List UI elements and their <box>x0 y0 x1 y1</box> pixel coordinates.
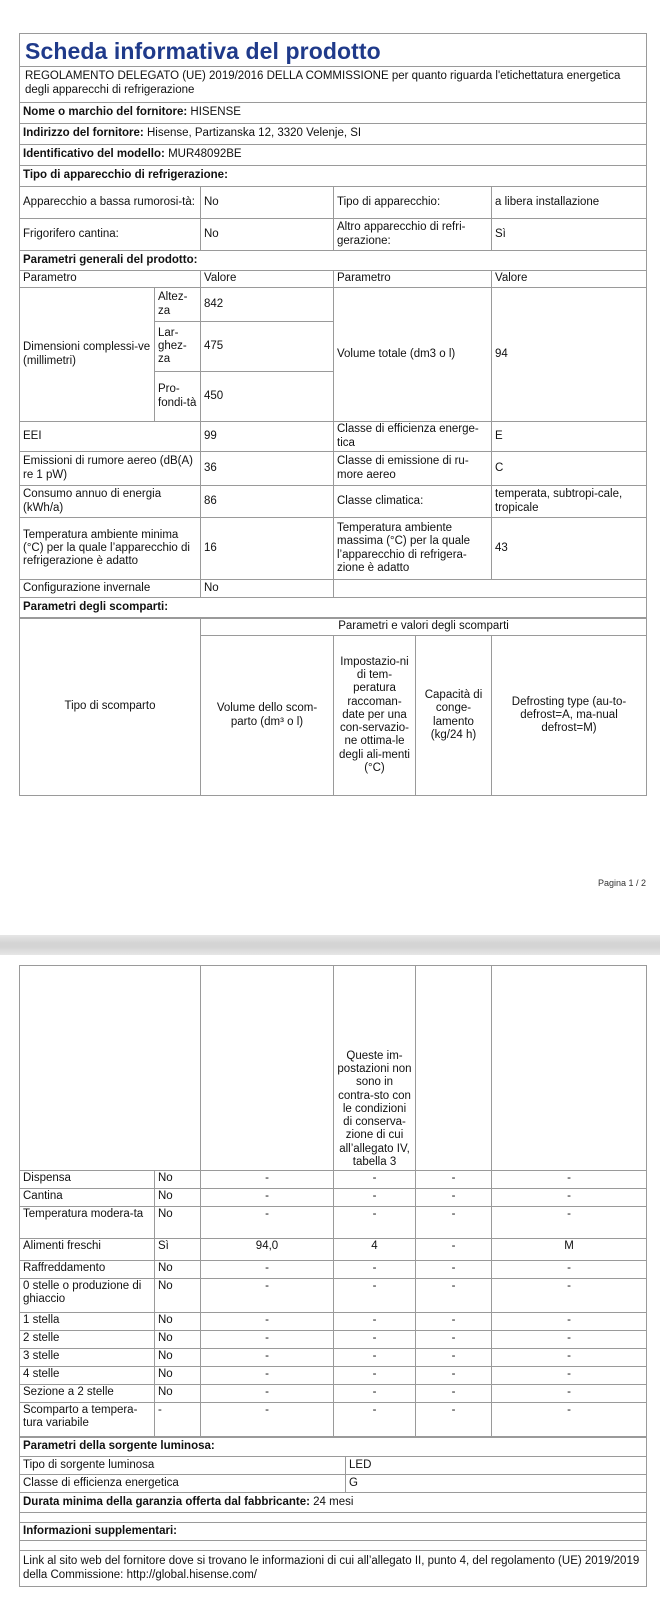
compartment-row <box>20 1349 647 1367</box>
compartment-volume: - <box>201 1385 334 1403</box>
compartment-temp: - <box>334 1385 416 1403</box>
compartment-freeze: - <box>416 1261 492 1279</box>
compartment-volume: - <box>201 1189 334 1207</box>
light-type-label: Tipo di sorgente luminosa <box>20 1457 346 1475</box>
supplier-address-row <box>20 124 647 145</box>
compartment-name: 1 stella <box>20 1313 155 1331</box>
noise-class-label: Classe di emissione di ru-more aereo <box>334 452 492 486</box>
height-value: 842 <box>201 288 334 322</box>
supplier-link[interactable]: http://global.hisense.com/ <box>126 1568 257 1581</box>
width-value: 475 <box>201 322 334 372</box>
compartment-defrost: - <box>492 1261 647 1279</box>
compartment-present: No <box>155 1331 201 1349</box>
compartment-name: Raffreddamento <box>20 1261 155 1279</box>
compartment-freeze: - <box>416 1331 492 1349</box>
depth-label: Pro-fondi-tà <box>155 372 201 422</box>
max-temp-label: Temperatura ambiente massima (°C) per la quale l’apparecchio di refrigera-zione è adatto <box>334 518 492 580</box>
freeze-col: Capacità di conge-lamento (kg/24 h) <box>416 636 492 796</box>
warranty-row <box>20 1493 647 1513</box>
temp-note-row <box>20 966 647 1171</box>
col-param: Parametro <box>20 271 201 288</box>
page-number: Pagina 1 / 2 <box>597 878 646 888</box>
noise-label: Emissioni di rumore aereo (dB(A) re 1 pW) <box>20 452 201 486</box>
compartment-row <box>20 1207 647 1239</box>
compartment-defrost: - <box>492 1349 647 1367</box>
depth-value: 450 <box>201 372 334 422</box>
compartment-volume: - <box>201 1313 334 1331</box>
compartments-table <box>19 965 646 1587</box>
compartment-freeze: - <box>416 1367 492 1385</box>
compartment-volume: - <box>201 1279 334 1313</box>
compartment-freeze: - <box>416 1171 492 1189</box>
compartment-freeze: - <box>416 1207 492 1239</box>
appliance-row <box>20 219 647 251</box>
compartment-volume: 94,0 <box>201 1239 334 1261</box>
compartment-temp: - <box>334 1313 416 1331</box>
warranty-value: 24 mesi <box>313 1495 354 1508</box>
other-appliance-value: Sì <box>492 219 647 251</box>
supplier-address-value: Hisense, Partizanska 12, 3320 Velenje, SI <box>146 127 362 140</box>
dimensions-label: Dimensioni complessi-ve (millimetri) <box>20 288 155 422</box>
compartment-row <box>20 1189 647 1207</box>
compartment-defrost: - <box>492 1313 647 1331</box>
low-noise-value: No <box>201 187 334 219</box>
volume-label: Volume totale (dm3 o l) <box>334 288 492 422</box>
light-row <box>20 1475 647 1493</box>
compartment-name: 4 stelle <box>20 1367 155 1385</box>
compartment-present: No <box>155 1171 201 1189</box>
compartment-defrost: - <box>492 1207 647 1239</box>
model-id-value: MUR48092BE <box>168 148 242 161</box>
compartment-name: Alimenti freschi <box>20 1239 155 1261</box>
supplier-name-label: Nome o marchio del fornitore: <box>23 106 188 119</box>
compartment-temp: 4 <box>334 1239 416 1261</box>
compartment-present: No <box>155 1261 201 1279</box>
compartment-defrost: M <box>492 1239 647 1261</box>
note-empty-2 <box>201 966 334 1171</box>
min-temp-value: 16 <box>201 518 334 580</box>
compartment-freeze: - <box>416 1403 492 1437</box>
compartments-group-header: Parametri e valori degli scomparti <box>201 619 647 636</box>
col-param-2: Parametro <box>334 271 492 288</box>
compartment-temp: - <box>334 1171 416 1189</box>
light-row <box>20 1457 647 1475</box>
compartment-row <box>20 1279 647 1313</box>
product-sheet-table <box>19 33 646 796</box>
winter-row <box>20 580 647 598</box>
compartment-row <box>20 1239 647 1261</box>
spacer-row-2 <box>20 1541 647 1551</box>
compartment-defrost: - <box>492 1279 647 1313</box>
temp-note: Queste im-postazioni non sono in contra-sto con le condizioni di conserva-zione di cui all’allegato IV, tabella 3 <box>334 966 416 1171</box>
spacer-row <box>20 1513 647 1523</box>
note-empty-3 <box>416 966 492 1171</box>
compartment-present: Sì <box>155 1239 201 1261</box>
compartment-temp: - <box>334 1403 416 1437</box>
winter-value: No <box>201 580 334 598</box>
compartment-temp: - <box>334 1367 416 1385</box>
extra-header: Informazioni supplementari: <box>20 1523 647 1541</box>
compartment-present: No <box>155 1367 201 1385</box>
compartment-volume: - <box>201 1261 334 1279</box>
energy-class-label: Classe di efficienza energe-tica <box>334 422 492 452</box>
compartment-present: No <box>155 1313 201 1331</box>
note-empty-1 <box>20 966 201 1171</box>
compartment-volume: - <box>201 1331 334 1349</box>
compartment-name: Cantina <box>20 1189 155 1207</box>
compartment-volume: - <box>201 1367 334 1385</box>
compartment-volume: - <box>201 1349 334 1367</box>
consumption-value: 86 <box>201 486 334 518</box>
compartment-row <box>20 1313 647 1331</box>
compartment-present: No <box>155 1349 201 1367</box>
height-label: Altez-za <box>155 288 201 322</box>
light-type-value: LED <box>346 1457 647 1475</box>
col-value-2: Valore <box>492 271 647 288</box>
winter-empty <box>334 580 647 598</box>
compartment-present: - <box>155 1403 201 1437</box>
width-label: Lar-ghez-za <box>155 322 201 372</box>
compartment-freeze: - <box>416 1385 492 1403</box>
compartment-volume: - <box>201 1171 334 1189</box>
compartment-present: No <box>155 1279 201 1313</box>
page-separator <box>0 935 660 955</box>
max-temp-value: 43 <box>492 518 647 580</box>
low-noise-label: Apparecchio a bassa rumorosi-tà: <box>20 187 201 219</box>
compartment-temp: - <box>334 1261 416 1279</box>
wine-cellar-label: Frigorifero cantina: <box>20 219 201 251</box>
compartment-freeze: - <box>416 1189 492 1207</box>
general-row <box>20 422 647 452</box>
energy-class-value: E <box>492 422 647 452</box>
note-empty-4 <box>492 966 647 1171</box>
model-id-row <box>20 145 647 166</box>
compartment-temp: - <box>334 1349 416 1367</box>
noise-class-value: C <box>492 452 647 486</box>
min-temp-label: Temperatura ambiente minima (°C) per la quale l’apparecchio di refrigerazione è adatto <box>20 518 201 580</box>
compartment-rows <box>20 1171 647 1437</box>
appliance-kind-label: Tipo di apparecchio: <box>334 187 492 219</box>
compartment-name: Dispensa <box>20 1171 155 1189</box>
compartment-present: No <box>155 1207 201 1239</box>
compartment-name: Sezione a 2 stelle <box>20 1385 155 1403</box>
compartment-name: 3 stelle <box>20 1349 155 1367</box>
compartments-header: Parametri degli scomparti: <box>20 598 647 618</box>
volume-col: Volume dello scom-parto (dm³ o l) <box>201 636 334 796</box>
compartment-freeze: - <box>416 1313 492 1331</box>
noise-value: 36 <box>201 452 334 486</box>
compartment-row <box>20 1403 647 1437</box>
eei-value: 99 <box>201 422 334 452</box>
general-row <box>20 486 647 518</box>
compartment-row <box>20 1331 647 1349</box>
defrost-col: Defrosting type (au-to-defrost=A, ma-nual defrost=M) <box>492 636 647 796</box>
compartment-name: 0 stelle o produzione di ghiaccio <box>20 1279 155 1313</box>
volume-value: 94 <box>492 288 647 422</box>
compartment-name: Scomparto a tempera-tura variabile <box>20 1403 155 1437</box>
light-class-label: Classe di efficienza energetica <box>20 1475 346 1493</box>
compartment-row <box>20 1261 647 1279</box>
warranty-label: Durata minima della garanzia offerta dal fabbricante: <box>23 1495 310 1508</box>
light-class-value: G <box>346 1475 647 1493</box>
model-id-label: Identificativo del modello: <box>23 148 165 161</box>
appliance-row <box>20 187 647 219</box>
compartment-defrost: - <box>492 1403 647 1437</box>
general-params-header: Parametri generali del prodotto: <box>20 251 647 271</box>
supplier-name-value: HISENSE <box>190 106 241 119</box>
compartment-row <box>20 1171 647 1189</box>
eei-label: EEI <box>20 422 201 452</box>
col-value: Valore <box>201 271 334 288</box>
compartment-temp: - <box>334 1279 416 1313</box>
compartment-temp: - <box>334 1207 416 1239</box>
general-row <box>20 518 647 580</box>
compartment-temp: - <box>334 1331 416 1349</box>
compartment-freeze: - <box>416 1349 492 1367</box>
compartment-defrost: - <box>492 1189 647 1207</box>
winter-label: Configurazione invernale <box>20 580 201 598</box>
compartment-defrost: - <box>492 1367 647 1385</box>
compartment-name: 2 stelle <box>20 1331 155 1349</box>
compartment-freeze: - <box>416 1279 492 1313</box>
wine-cellar-value: No <box>201 219 334 251</box>
compartment-row <box>20 1385 647 1403</box>
compartment-freeze: - <box>416 1239 492 1261</box>
other-appliance-label: Altro apparecchio di refri-gerazione: <box>334 219 492 251</box>
regulation-text: REGOLAMENTO DELEGATO (UE) 2019/2016 DELLA COMMISSIONE per quanto riguarda l'etichettatura energetica degli apparecchi di refrigerazione <box>20 67 647 103</box>
page-title <box>20 34 647 67</box>
consumption-label: Consumo annuo di energia (kWh/a) <box>20 486 201 518</box>
compartment-present: No <box>155 1385 201 1403</box>
compartment-temp: - <box>334 1189 416 1207</box>
compartment-volume: - <box>201 1207 334 1239</box>
general-row <box>20 452 647 486</box>
appliance-kind-value: a libera installazione <box>492 187 647 219</box>
temp-col: Impostazio-ni di tem-peratura raccoman-date per una con-servazio-ne ottima-le degli ali-menti (°C) <box>334 636 416 796</box>
climate-class-label: Classe climatica: <box>334 486 492 518</box>
compartment-name: Temperatura modera-ta <box>20 1207 155 1239</box>
page-2 <box>0 955 660 1617</box>
compartment-volume: - <box>201 1403 334 1437</box>
compartment-defrost: - <box>492 1331 647 1349</box>
compartment-type-col: Tipo di scomparto <box>20 619 201 796</box>
extra-info <box>20 1551 647 1587</box>
compartment-defrost: - <box>492 1385 647 1403</box>
compartment-defrost: - <box>492 1171 647 1189</box>
general-cols-row <box>20 271 647 288</box>
supplier-name-row <box>20 103 647 124</box>
compartment-row <box>20 1367 647 1385</box>
title-text: Scheda informativa del prodotto <box>25 38 381 64</box>
light-header: Parametri della sorgente luminosa: <box>20 1438 647 1457</box>
extra-text: Link al sito web del fornitore dove si trovano le informazioni di cui all’allegato II, punto 4, del regolamento (UE) 2019/2019 della Commissione: <box>23 1555 640 1581</box>
climate-class-value: temperata, subtropi-cale, tropicale <box>492 486 647 518</box>
compartment-present: No <box>155 1189 201 1207</box>
appliance-type-header: Tipo di apparecchio di refrigerazione: <box>20 166 647 187</box>
supplier-address-label: Indirizzo del fornitore: <box>23 127 144 140</box>
